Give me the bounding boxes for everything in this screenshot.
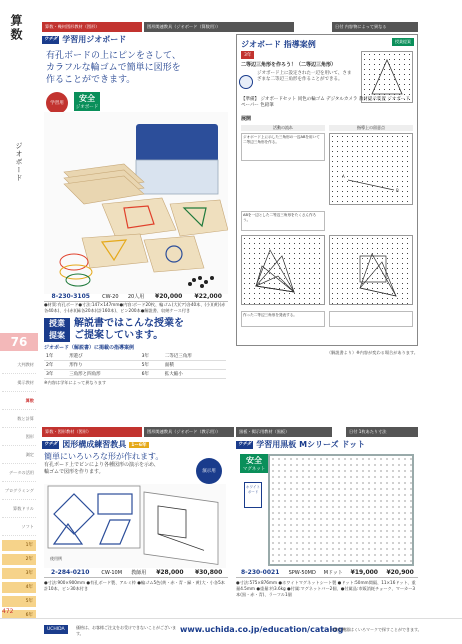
guide-materials [241, 97, 411, 109]
grade-tab[interactable]: 6年 [2, 610, 36, 621]
nav-item[interactable]: プログラミング [2, 482, 36, 500]
product-code: 8-230-0021 [236, 568, 284, 578]
usage-badge: 学習用 [46, 92, 68, 114]
safety-badge [74, 92, 100, 111]
materials-label: 【準備】 [241, 97, 259, 102]
guide-callout: ジオボード上に設定された一辺を用いて、さまざまな二等辺三角形を作ることができる。 [257, 71, 352, 82]
lead-line: 輪ゴムで図形を作ります。 [44, 469, 104, 475]
lessons-table [44, 352, 226, 379]
step-3: 作った二等辺三角形を発表する。 [241, 311, 325, 327]
lesson-topic: 形作り [67, 361, 139, 370]
product-title: 図形構成練習教具 [62, 440, 127, 449]
col-notes: 指導上の留意点 [329, 125, 413, 131]
price-in-tax: ¥30,800 [189, 568, 228, 578]
lesson-grade: 1年 [44, 352, 67, 361]
usage-example-caption: 使用例 [50, 556, 62, 561]
step-2-diagram [242, 236, 326, 306]
grade-tab[interactable]: 1年 [2, 540, 36, 551]
step-1-diagram [330, 134, 414, 206]
lesson-row [44, 361, 226, 370]
guide-geoboard-figure [361, 51, 413, 103]
step-1: ジオボード上に示した三角形の一辺ABを用いて二等辺三角形を作る。 [241, 133, 325, 161]
lesson-topic: 拡大縮小 [163, 370, 226, 379]
lesson-topic: 二等辺三角形 [163, 352, 226, 361]
spec-row [236, 568, 418, 578]
subject-title: 算数 [9, 14, 23, 42]
subject-subtitle: ジオボード [15, 142, 23, 182]
lead-line: 有孔ボード上でピンにより各種図形の演示を示め、 [44, 462, 159, 468]
safety-badge [240, 454, 268, 473]
aim-icon [239, 75, 253, 89]
proposal-heading-line: ご提案しています。 [74, 330, 164, 341]
proposal-tag [44, 318, 70, 342]
price-ex-tax: ¥28,000 [151, 568, 190, 578]
step-2-figure-right [329, 235, 413, 305]
brand-logo: ウチダ [44, 441, 58, 447]
section3-category: 黒板・掲示用教材（黒板） [236, 427, 332, 437]
point-b-label: B [396, 188, 399, 193]
product-code: 8-230-3105 [44, 292, 97, 302]
lesson-topic: 三角形と四角形 [67, 370, 139, 379]
spec-notes: ●寸法:900×900mm ●有孔ボード製、アルミ枠 ●輪ゴム5色(黄・赤・青・緑・黄)大・小各5本 計10本、ピン30本付き [44, 580, 225, 591]
point-a-label: A [342, 174, 345, 179]
model-number: SPW-50MD [284, 568, 320, 578]
materials-list: ジオボードセット 同色の輪ゴム デジタルカメラ 教材提示装置 ジオボードペーパー 色鉛筆 [241, 97, 410, 108]
geoboard-product-photo [44, 112, 228, 294]
page-number: 76 [0, 333, 38, 351]
lesson-grade: 2年 [44, 361, 67, 370]
lesson-grade: 6年 [140, 370, 163, 379]
section1-subcategory: 図形関連教具（ジオボード（算数用）） [144, 22, 294, 32]
step-2: ABを一辺とした二等辺三角形をたくさん作ろう。 [241, 211, 325, 231]
grade-range: 1ー6年 [131, 442, 147, 448]
price-in-tax: ¥20,900 [382, 568, 418, 578]
quantity: Mドット [320, 568, 346, 578]
dot-whiteboard-photo [268, 454, 414, 566]
lesson-guide-panel [236, 34, 418, 346]
brand-logo: ウチダ [44, 36, 58, 42]
proposal-heading [74, 318, 184, 342]
safety-badge-label: 安全 [246, 456, 262, 465]
side-rail [0, 0, 38, 644]
proposal-tag-line: 提案 [49, 331, 65, 340]
section2-category: 算数・図形教材（図形） [42, 427, 142, 437]
price-in-tax: ¥22,000 [188, 292, 228, 302]
step-1-figure [329, 133, 413, 205]
spec-table [44, 568, 228, 578]
quantity: 教師用 [127, 568, 151, 578]
proposal-tag-line: 授業 [49, 319, 65, 328]
footer-logo: UCHIDA [44, 625, 68, 634]
lesson-grade: 3年 [44, 370, 67, 379]
nav-item[interactable]: 図形 [2, 428, 36, 446]
lead-line: 作ることができます。 [46, 75, 136, 85]
section3-header-right: 日付 1枚あたり寸法 [346, 427, 418, 437]
step-2-diagram-right [330, 236, 414, 306]
nav-item[interactable]: ソフト [2, 518, 36, 536]
brand-logo: ウチダ [238, 441, 252, 447]
price-ex-tax: ¥19,000 [346, 568, 382, 578]
section2-subcategory: 図形関連教具（ジオボード（教示用）） [144, 427, 234, 437]
lessons-note: ※内容は学年によって異なります [44, 380, 107, 385]
spec-notes: ●材質:有孔ボード●寸法:147×147mm●内容:ボード20枚、輪ゴム(大)(ア)各40本、(小)(黄)(赤各40本)、小(赤)(緑各20本)(計160本)、ピン200本●解説書、収納ケース付き [44, 302, 226, 313]
spec-row [44, 292, 228, 302]
grade-tab[interactable]: 2年 [2, 554, 36, 565]
step-2-figure [241, 235, 325, 305]
col-activity: 活動の流れ [241, 125, 325, 131]
grade-tab[interactable]: 4年 [2, 582, 36, 593]
lead-line: 簡単にいろいろな形が作れます。 [44, 452, 164, 461]
guide-subtitle: 二等辺三角形を作ろう！（二等辺三角形） [241, 62, 337, 68]
section1-category: 算数・幾何図形教材（図形） [42, 22, 142, 32]
guide-tag: 授業提案 [392, 38, 414, 46]
nav-item[interactable]: 掲示教材 [2, 374, 36, 392]
section1-title-row [42, 34, 126, 45]
lesson-topic: 面積 [163, 361, 226, 370]
safety-badge-sub: ジオボード [75, 105, 99, 110]
proposal-heading-line: 解説書ではこんな授業を [74, 318, 184, 329]
footer-right-note: の教育機器はくいろマークで探すことができます。 [330, 627, 422, 632]
lesson-topic: 形遊び [67, 352, 139, 361]
product-lead [46, 50, 226, 86]
section2-title-row [42, 439, 149, 450]
product-title: 学習用ジオボード [62, 35, 127, 44]
catalog-url[interactable]: www.uchida.co.jp/education/catalog [180, 625, 344, 634]
demo-badge: 演示用 [196, 458, 222, 484]
lessons-subtitle: ジオボード（解説書）に掲載の指導案例 [44, 345, 135, 351]
nav-item[interactable]: データの活用 [2, 464, 36, 482]
product-code: 2-284-0210 [44, 568, 96, 578]
model-number: CW-10M [96, 568, 127, 578]
price-ex-tax: ¥20,000 [149, 292, 189, 302]
page-ref: 472 [2, 608, 14, 615]
section1-header-right: 日付 内容物によって異なる [332, 22, 418, 32]
lesson-row [44, 370, 226, 379]
product-lead [44, 452, 194, 476]
lesson-row [44, 352, 226, 361]
step-3-note [329, 311, 413, 327]
shape-board-photo [44, 484, 226, 568]
product-title: 学習用黒板 Mシリーズ ドット [256, 440, 366, 449]
quantity: 20人用 [123, 292, 149, 302]
nav-item[interactable]: 大判教材 [2, 356, 36, 374]
nav-item[interactable]: 数と計算 [2, 410, 36, 428]
side-nav [2, 356, 36, 536]
lead-line: 有孔ボードの上にピンをさして、 [46, 51, 181, 61]
guide-grade: 3年 [241, 51, 254, 59]
guide-footer-note: （解説書より）※内容が変わる場合があります。 [326, 350, 418, 355]
spec-notes: ●寸法:575×876mm ●ホワイトマグネットシート製 ●ドット:50mm間隔、11×16ドット、重量4.5mm ●重量:約3.6kg ●付属:マグネットバー2個、●付属品:市販消耗チョーク、マーカー3本(黒・赤・青)、ラーフル1個 [236, 580, 416, 597]
lead-line: カラフルな輪ゴムで簡単に図形を [46, 63, 181, 73]
lesson-grade: 5年 [140, 361, 163, 370]
footer-note: 価格は、お客様ご注文をお受けできないことがございます。 [76, 625, 176, 636]
nav-item-active[interactable]: 算数 [2, 392, 36, 410]
spec-row [44, 568, 228, 578]
guide-title: ジオボード 指導案例 [241, 40, 316, 49]
whiteboard-tag: ホワイトボード [244, 482, 262, 508]
footer [0, 618, 462, 644]
model-number: CW-20 [97, 292, 123, 302]
grade-tab[interactable]: 3年 [2, 568, 36, 579]
safety-badge-label: 安全 [79, 94, 95, 103]
section3-title-row [236, 439, 365, 450]
nav-item[interactable]: 測定 [2, 446, 36, 464]
spec-table [44, 292, 228, 302]
nav-item[interactable]: 算数ドリル [2, 500, 36, 518]
grade-tab[interactable]: 5年 [2, 596, 36, 607]
safety-badge-sub: マグネット [242, 467, 266, 472]
spec-table [236, 568, 418, 578]
flow-label: 展開 [241, 116, 252, 122]
lesson-grade: 3年 [140, 352, 163, 361]
